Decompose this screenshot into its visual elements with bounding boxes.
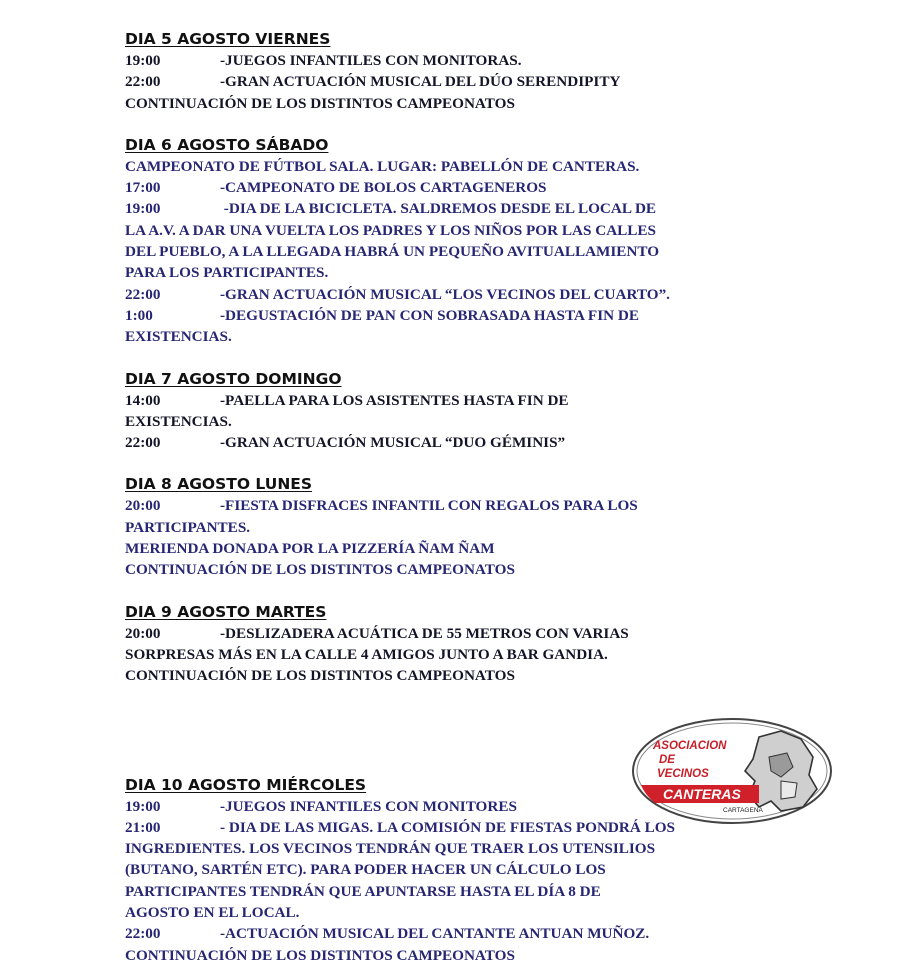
activity: SORPRESAS MÁS EN LA CALLE 4 AMIGOS JUNTO A BAR GANDIA. xyxy=(125,645,608,663)
schedule-line xyxy=(125,284,785,305)
time: 20:00 xyxy=(125,624,161,642)
activity: (BUTANO, SARTÉN ETC). PARA PODER HACER UN CÁLCULO LOS xyxy=(125,861,606,879)
day-8 xyxy=(125,473,785,580)
schedule-line xyxy=(125,495,785,516)
activity: -JUEGOS INFANTILES CON MONITORAS. xyxy=(220,52,522,69)
activity: -GRAN ACTUACIÓN MUSICAL “LOS VECINOS DEL CUARTO”. xyxy=(220,285,670,303)
schedule-line xyxy=(125,50,785,71)
schedule-line xyxy=(125,538,785,559)
schedule-line xyxy=(125,390,785,411)
logo-line2: DE xyxy=(659,754,675,766)
schedule-line xyxy=(125,881,785,902)
activity: CONTINUACIÓN DE LOS DISTINTOS CAMPEONATOS xyxy=(125,94,515,112)
schedule-line xyxy=(125,665,785,686)
day-5 xyxy=(125,28,785,114)
day-heading: DIA 6 AGOSTO SÁBADO xyxy=(125,135,329,154)
schedule-line xyxy=(125,241,785,262)
activity: -GRAN ACTUACIÓN MUSICAL “DUO GÉMINIS” xyxy=(220,434,566,452)
time: 20:00 xyxy=(125,497,161,515)
schedule-line xyxy=(125,156,785,177)
activity: PARA LOS PARTICIPANTES. xyxy=(125,264,329,282)
schedule-line xyxy=(125,517,785,538)
schedule-line xyxy=(125,559,785,580)
activity: EXISTENCIAS. xyxy=(125,328,232,346)
time: 19:00 xyxy=(125,200,161,218)
time: 21:00 xyxy=(125,818,161,836)
time: 17:00 xyxy=(125,179,161,197)
schedule-line xyxy=(125,838,785,859)
logo-line1: ASOCIACION xyxy=(653,740,727,752)
activity: -FIESTA DISFRACES INFANTIL CON REGALOS PARA LOS xyxy=(220,497,638,515)
activity: PARTICIPANTES. xyxy=(125,518,251,536)
time: 22:00 xyxy=(125,925,161,943)
activity: CAMPEONATO DE FÚTBOL SALA. LUGAR: PABELLÓN DE CANTERAS. xyxy=(125,157,640,175)
activity: CONTINUACIÓN DE LOS DISTINTOS CAMPEONATOS xyxy=(125,667,515,685)
time: 22:00 xyxy=(125,285,161,303)
day-7 xyxy=(125,368,785,454)
day-6 xyxy=(125,134,785,348)
schedule-line xyxy=(125,220,785,241)
time: 14:00 xyxy=(125,391,161,409)
activity: -GRAN ACTUACIÓN MUSICAL DEL DÚO SERENDIPITY xyxy=(220,73,621,91)
activity: EXISTENCIAS. xyxy=(125,412,232,430)
day-heading: DIA 5 AGOSTO VIERNES xyxy=(125,30,331,48)
day-heading: DIA 9 AGOSTO MARTES xyxy=(125,602,327,621)
association-logo xyxy=(631,717,833,825)
schedule-line xyxy=(125,432,785,453)
activity: -PAELLA PARA LOS ASISTENTES HASTA FIN DE xyxy=(220,391,569,409)
activity: PARTICIPANTES TENDRÁN QUE APUNTARSE HASTA EL DÍA 8 DE xyxy=(125,882,601,900)
logo-city: CARTAGENA xyxy=(723,807,763,814)
logo-line3: VECINOS xyxy=(657,768,709,780)
schedule-line xyxy=(125,644,785,665)
activity: CONTINUACIÓN DE LOS DISTINTOS CAMPEONATOS xyxy=(125,561,515,579)
day-heading: DIA 10 AGOSTO MIÉRCOLES xyxy=(125,775,367,794)
activity: -JUEGOS INFANTILES CON MONITORES xyxy=(220,797,517,815)
day-heading: DIA 7 AGOSTO DOMINGO xyxy=(125,369,342,388)
schedule-line xyxy=(125,262,785,283)
activity: -CAMPEONATO DE BOLOS CARTAGENEROS xyxy=(220,179,547,197)
schedule-line xyxy=(125,945,785,966)
schedule-line xyxy=(125,859,785,880)
schedule-line xyxy=(125,623,785,644)
activity: -ACTUACIÓN MUSICAL DEL CANTANTE ANTUAN MUÑOZ. xyxy=(220,925,650,943)
day-9 xyxy=(125,601,785,687)
activity: AGOSTO EN EL LOCAL. xyxy=(125,904,300,922)
schedule-line xyxy=(125,198,785,219)
logo-graphic xyxy=(631,717,833,825)
activity: MERIENDA DONADA POR LA PIZZERÍA ÑAM ÑAM xyxy=(125,540,495,558)
day-heading: DIA 8 AGOSTO LUNES xyxy=(125,475,313,494)
activity: -DEGUSTACIÓN DE PAN CON SOBRASADA HASTA FIN DE xyxy=(220,306,639,324)
logo-name: CANTERAS xyxy=(663,786,741,802)
schedule-line xyxy=(125,902,785,923)
schedule-line xyxy=(125,923,785,944)
time: 19:00 xyxy=(125,52,161,69)
schedule-line xyxy=(125,305,785,326)
activity: - DIA DE LAS MIGAS. LA COMISIÓN DE FIESTAS PONDRÁ LOS xyxy=(220,818,675,836)
schedule-line xyxy=(125,177,785,198)
activity: CONTINUACIÓN DE LOS DISTINTOS CAMPEONATOS xyxy=(125,946,515,964)
schedule-line xyxy=(125,71,785,92)
time: 19:00 xyxy=(125,797,161,815)
time: 22:00 xyxy=(125,73,161,91)
time: 1:00 xyxy=(125,306,153,324)
activity: INGREDIENTES. LOS VECINOS TENDRÁN QUE TRAER LOS UTENSILIOS xyxy=(125,840,656,858)
schedule-line xyxy=(125,93,785,114)
time: 22:00 xyxy=(125,434,161,452)
schedule xyxy=(125,28,785,966)
activity: -DIA DE LA BICICLETA. SALDREMOS DESDE EL LOCAL DE xyxy=(220,200,657,218)
activity: -DESLIZADERA ACUÁTICA DE 55 METROS CON VARIAS xyxy=(220,624,629,642)
schedule-line xyxy=(125,411,785,432)
activity: DEL PUEBLO, A LA LLEGADA HABRÁ UN PEQUEÑO AVITUALLAMIENTO xyxy=(125,243,660,261)
schedule-line xyxy=(125,326,785,347)
activity: LA A.V. A DAR UNA VUELTA LOS PADRES Y LOS NIÑOS POR LAS CALLES xyxy=(125,221,656,239)
